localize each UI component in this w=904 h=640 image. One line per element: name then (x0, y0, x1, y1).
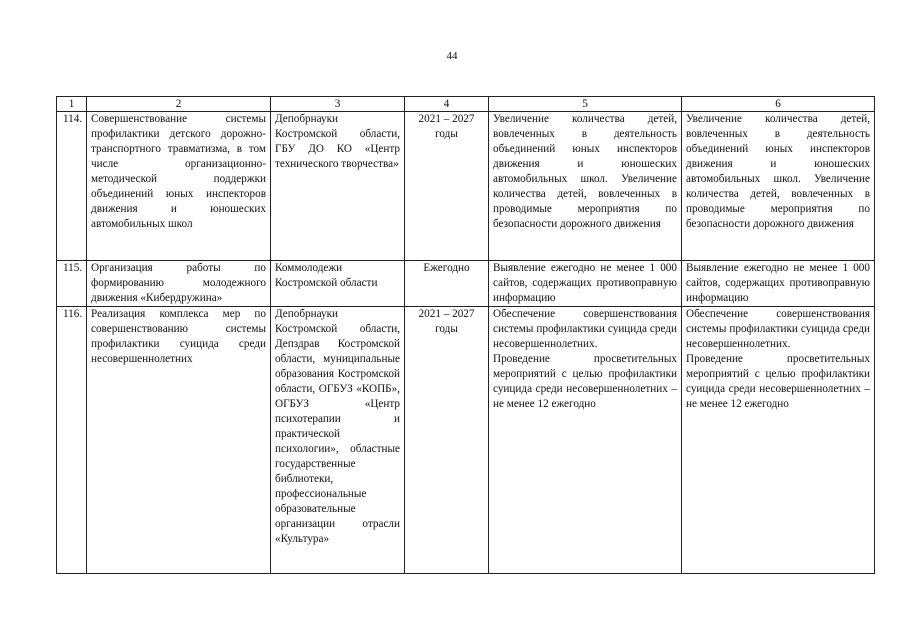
row-number: 115. (57, 261, 87, 307)
period-cell: Ежегодно (405, 261, 489, 307)
page-number: 44 (446, 50, 458, 62)
header-row (57, 97, 875, 112)
executors-cell: Депобрнауки Костромской области, Депздрав Костромской области, муниципальные образования Костромской области, ОГБУЗ «КОПБ», ОГБУЗ «Центр психотерапии и практической психологии», областные государственные библиотеки, профессиональные образовательные организации отрасли «Культура» (271, 307, 405, 574)
column-header-6: 6 (682, 97, 875, 112)
result-cell-5 (489, 307, 682, 574)
result-paragraph: Обеспечение совершенствования системы профилактики суицида среди несовершеннолетних. (493, 308, 677, 350)
table-row (57, 307, 875, 574)
result-paragraph: Обеспечение совершенствования системы профилактики суицида среди несовершеннолетних. (686, 308, 870, 350)
result-cell-5: Выявление ежегодно не менее 1 000 сайтов, содержащих противоправную информацию (489, 261, 682, 307)
result-cell-6 (682, 307, 875, 574)
period-cell: 2021 – 2027 годы (405, 112, 489, 261)
executors-cell: Депобрнауки Костромской области, ГБУ ДО КО «Центр технического творчества» (271, 112, 405, 261)
table-row (57, 261, 875, 307)
column-header-2: 2 (87, 97, 271, 112)
column-header-4: 4 (405, 97, 489, 112)
executors-cell: Коммолодежи Костромской области (271, 261, 405, 307)
result-paragraph: Проведение просветительных мероприятий с целью профилактики суицида среди несовершеннолетних – не менее 12 ежегодно (493, 353, 677, 410)
column-header-1: 1 (57, 97, 87, 112)
row-number: 114. (57, 112, 87, 261)
result-cell-5: Увеличение количества детей, вовлеченных в деятельность объединений юных инспекторов движения и юношеских автомобильных школ. Увеличение количества детей, вовлеченных в проводимые мероприятия по безопасности дорожного движения (489, 112, 682, 261)
period-cell: 2021 – 2027 годы (405, 307, 489, 574)
measure-cell: Реализация комплекса мер по совершенствованию системы профилактики суицида среди несовершеннолетних (87, 307, 271, 574)
column-header-5: 5 (489, 97, 682, 112)
measure-cell: Организация работы по формированию молодежного движения «Кибердружина» (87, 261, 271, 307)
measure-cell: Совершенствование системы профилактики детского дорожно-транспортного травматизма, в том числе организационно-методической поддержки объединений юных инспекторов движения и юношеских автомобильных школ (87, 112, 271, 261)
table-row (57, 112, 875, 261)
row-number: 116. (57, 307, 87, 574)
result-cell-6: Выявление ежегодно не менее 1 000 сайтов, содержащих противоправную информацию (682, 261, 875, 307)
result-paragraph: Проведение просветительных мероприятий с целью профилактики суицида среди несовершеннолетних – не менее 12 ежегодно (686, 353, 870, 410)
column-header-3: 3 (271, 97, 405, 112)
measures-table (56, 96, 875, 574)
result-cell-6: Увеличение количества детей, вовлеченных в деятельность объединений юных инспекторов движения и юношеских автомобильных школ. Увеличение количества детей, вовлеченных в проводимые мероприятия по безопасности дорожного движения (682, 112, 875, 261)
